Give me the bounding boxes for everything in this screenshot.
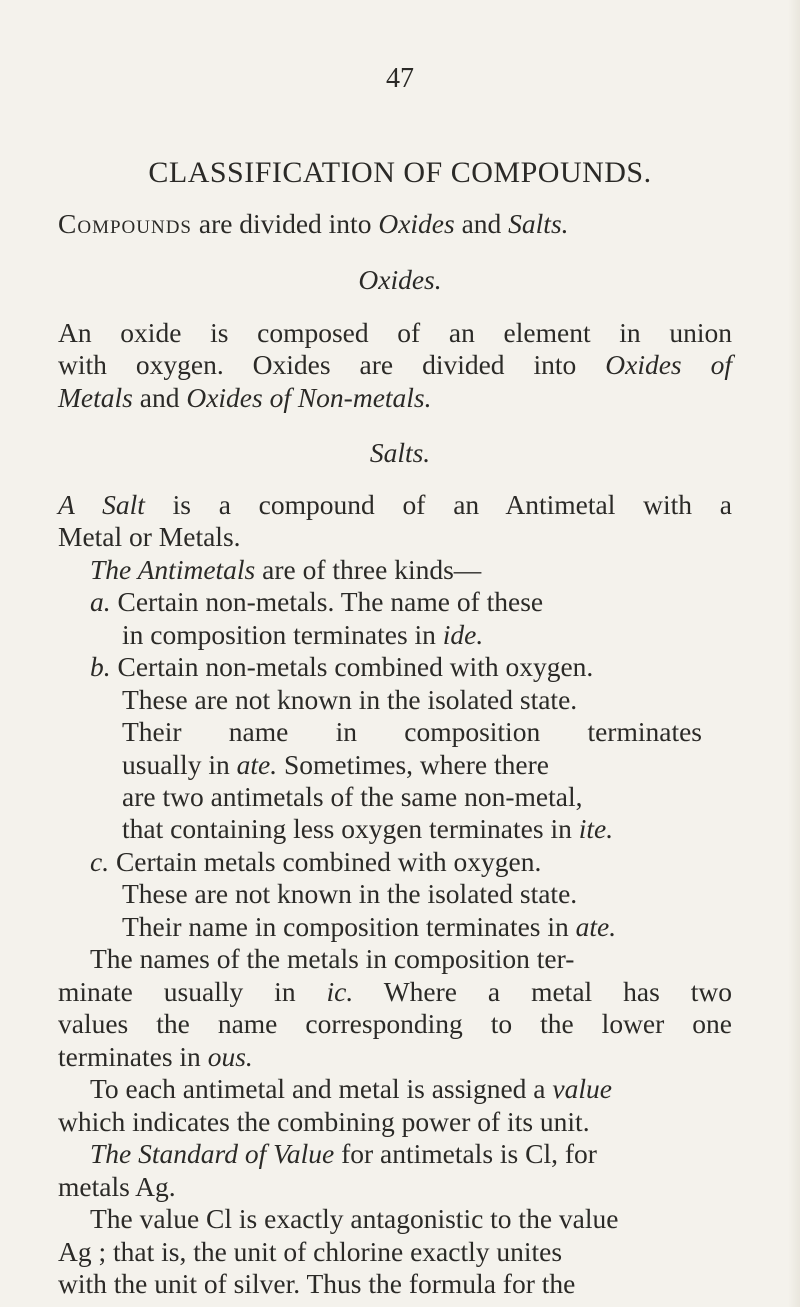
page-edge-shadow [788, 0, 800, 1307]
antimetals-intro: The Antimetals are of three kinds— [90, 553, 482, 585]
item-b-line-5: are two antimetals of the same non-metal, [122, 781, 583, 813]
intro-salts: Salts. [508, 208, 569, 240]
item-b-line-6: that containing less oxygen terminates in ite. [122, 813, 614, 845]
metals-line-2: minate usually in ic. Where a metal has two [58, 975, 732, 1007]
final-line-3: with the unit of silver. Thus the formula for the [58, 1268, 576, 1299]
final-line-1: The value Cl is exactly antagonistic to the value [90, 1203, 619, 1235]
item-b-line-1: b. Certain non-metals combined with oxygen. [90, 651, 594, 683]
item-a-line-2: in composition terminates in ide. [122, 618, 484, 650]
page-number: 47 [386, 63, 414, 94]
item-b-label: b. [90, 651, 111, 683]
metals-line-1: The names of the metals in composition ter- [90, 943, 575, 975]
intro-oxides: Oxides [378, 208, 455, 240]
oxides-line-1: An oxide is composed of an element in union [58, 316, 732, 348]
final-line-2: Ag ; that is, the unit of chlorine exactly unites [58, 1235, 563, 1267]
intro-paragraph [58, 207, 569, 241]
value-line-4: metals Ag. [58, 1170, 176, 1202]
item-b-line-2: These are not known in the isolated state. [122, 683, 578, 715]
item-c-label: c. [90, 845, 110, 877]
metals-line-4: terminates in ous. [58, 1040, 253, 1072]
intro-lead: Compounds [58, 208, 192, 240]
item-c-line-1: c. Certain metals combined with oxygen. [90, 845, 542, 877]
item-a-label: a. [90, 586, 111, 618]
item-a-line-1: a. Certain non-metals. The name of these [90, 586, 544, 618]
salts-line-2: Metal or Metals. [58, 521, 241, 553]
intro-text: are divided into [191, 208, 379, 240]
value-line-3: The Standard of Value for antimetals is Cl, for [90, 1138, 597, 1170]
metals-line-3: values the name corresponding to the lower one [58, 1008, 732, 1040]
oxides-line-2: with oxygen. Oxides are divided into Oxides of [58, 349, 732, 381]
page-title: CLASSIFICATION OF COMPOUNDS. [148, 155, 652, 189]
item-c-line-3: Their name in composition terminates in ate. [122, 910, 617, 942]
oxides-heading: Oxides. [358, 263, 442, 295]
value-line-2: which indicates the combining power of its unit. [58, 1105, 590, 1137]
item-b-line-3: Their name in composition terminates [122, 716, 702, 748]
value-line-1: To each antimetal and metal is assigned a value [90, 1073, 612, 1105]
salts-line-1: A Salt is a compound of an Antimetal with a [58, 488, 732, 520]
item-b-line-4: usually in ate. Sometimes, where there [122, 748, 549, 780]
item-c-line-2: These are not known in the isolated state. [122, 878, 578, 910]
salts-heading: Salts. [369, 437, 431, 469]
intro-and: and [454, 208, 509, 240]
oxides-line-3: Metals and Oxides of Non-metals. [58, 381, 432, 413]
